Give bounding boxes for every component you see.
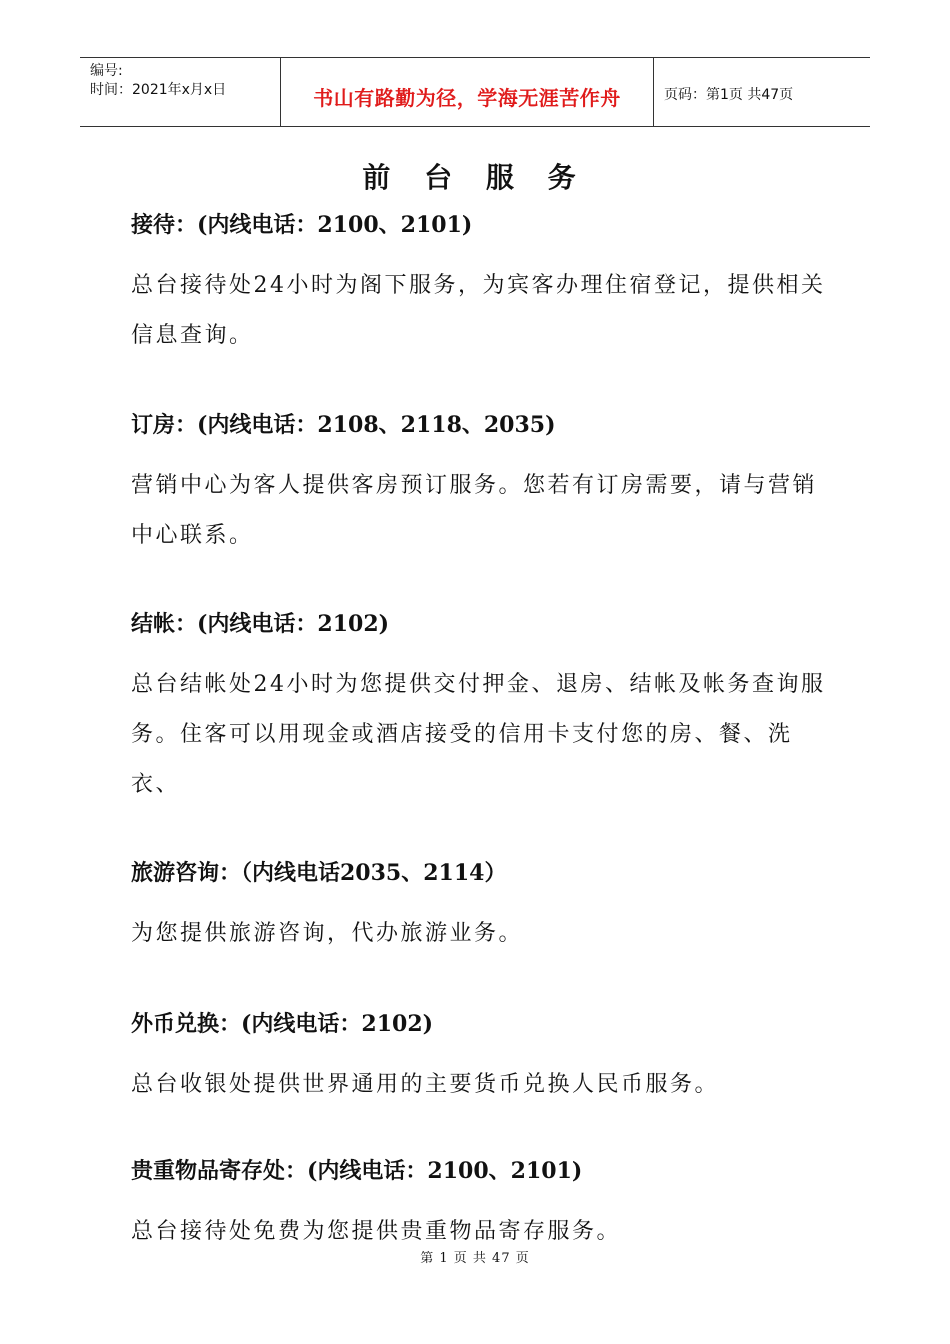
section-body: 总台收银处提供世界通用的主要货币兑换人民币服务。 [131, 1072, 720, 1097]
section-heading: 贵重物品寄存处：(内线电话：2100、2101) [131, 1158, 583, 1184]
section-heading: 旅游咨询：（内线电话2035、2114） [131, 860, 507, 886]
section-heading: 订房：(内线电话：2108、2118、2035) [131, 412, 556, 438]
page-footer: 第 1 页 共 47 页 [420, 1251, 530, 1266]
header-info-cell [80, 58, 281, 126]
section-checkout [131, 610, 831, 810]
header-motto-cell [281, 58, 654, 126]
header-motto: 书山有路勤为径，学海无涯苦作舟 [313, 86, 621, 110]
section-body: 总台接待处24小时为阁下服务，为宾客办理住宿登记，提供相关信息查询。 [131, 273, 826, 348]
section-heading: 结帐：(内线电话：2102) [131, 611, 390, 637]
section-body: 营销中心为客人提供客房预订服务。您若有订房需要，请与营销中心联系。 [131, 473, 818, 548]
header-page-cell [654, 58, 870, 126]
section-valuables-storage [131, 1157, 831, 1257]
section-body: 为您提供旅游咨询，代办旅游业务。 [131, 921, 524, 946]
section-body: 总台接待处免费为您提供贵重物品寄存服务。 [131, 1219, 622, 1244]
document-header [80, 57, 870, 127]
document-number: 编号: [90, 63, 123, 79]
section-currency-exchange [131, 1010, 831, 1110]
section-travel [131, 859, 831, 959]
header-page-number: 页码：第1页 共47页 [664, 87, 794, 103]
section-body: 总台结帐处24小时为您提供交付押金、退房、结帐及帐务查询服务。住客可以用现金或酒店接受的信用卡支付您的房、餐、洗衣、 [131, 672, 826, 797]
document-date: 时间：2021年x月x日 [90, 82, 227, 98]
page-title: 前 台 服 务 [362, 161, 588, 194]
section-reception [131, 211, 831, 361]
section-heading: 外币兑换：(内线电话：2102) [131, 1011, 434, 1037]
section-heading: 接待：(内线电话：2100、2101) [131, 212, 473, 238]
section-booking [131, 411, 831, 561]
